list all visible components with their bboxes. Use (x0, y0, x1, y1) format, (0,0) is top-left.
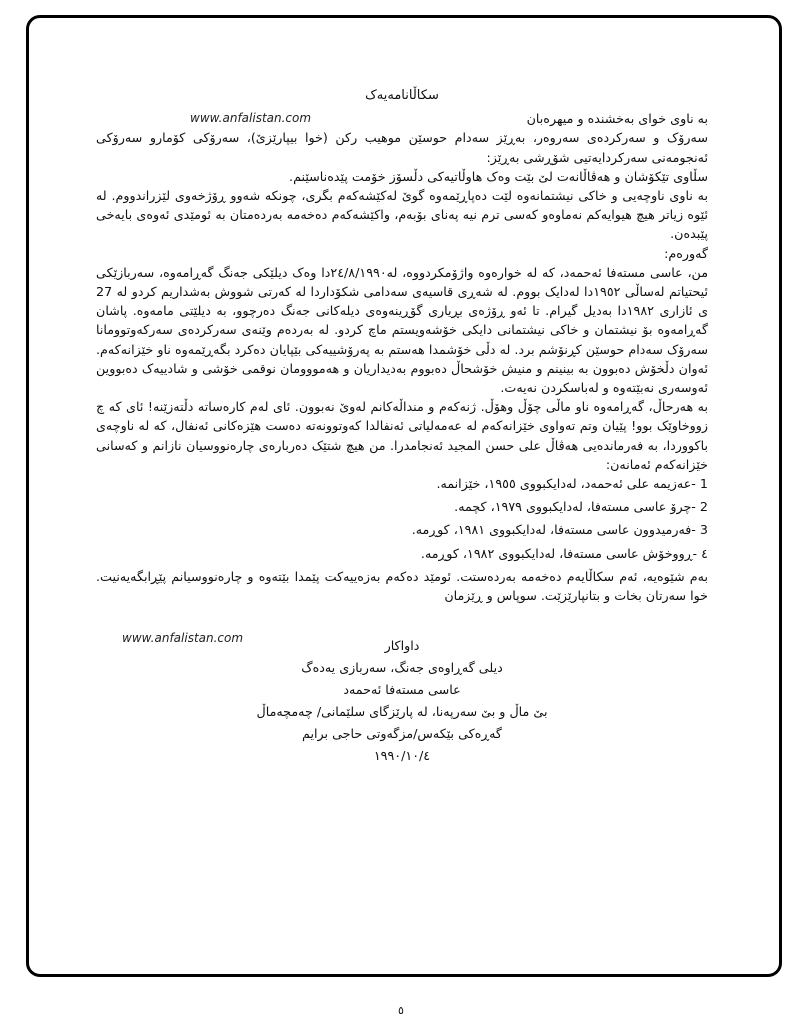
signature-date: ١٩٩٠/١٠/٤ (373, 748, 431, 764)
closing-paragraph: بەم شێوەیە، ئەم سکاڵایەم دەخەمە بەردەستت. ئومێد دەکەم بەزەییەکت پێمدا بێتەوە و چارەنووسیانم پێڕابگەیەنیت. خوا سەرتان بخات و بتانپارێزێت. سوپاس و ڕێزمان (96, 568, 708, 604)
addressee-paragraph: سەرۆک و سەرکردەی سەروەر، بەڕێز سەدام حوسێن موهیب رکن (خوا بیپارێزێ)، سەرۆکی کۆمارو سەرۆکی ئەنجومەنی سەرکردایەتیی شۆڕشی بەڕێز: (96, 130, 708, 165)
salutation-line: گەورەم: (664, 245, 708, 261)
intro-paragraph: بە ناوی ناوچەیی و خاکی نیشتمانەوە لێت دەپاڕێمەوە گوێ لەکێشەکەم بگری، چونکە شەوو ڕۆژخەوی لێزراندووم. لە ئێوە زیاتر هیچ هیوایەکم نەماوەو کەسی ترم نیە پەنای بۆبەم، واکێشەکەم دەخەمە بەردەمتان بە ئومێدی ئەوەی بایەخی پێبدەن. (96, 188, 708, 242)
greeting-line: سڵاوی تێکۆشان و هەڤاڵانەت لێ بێت وەک هاوڵاتیەکی دڵسۆز خۆمت پێدەناسێنم. (289, 168, 708, 184)
family-members-list (96, 474, 708, 563)
signature-status: دیلی گەڕاوەی جەنگ، سەربازی یەدەگ (301, 660, 503, 676)
page-number: ٥ (398, 1004, 404, 1017)
signature-block (96, 635, 708, 767)
list-item: 1 -عەزیمە علی ئەحمەد، لەدایکبووی ١٩٥٥، خێزانمە. (436, 476, 708, 492)
signature-address-1: بێ ماڵ و بێ سەرپەنا، لە پارێزگای سلێمانی/ چەمچەماڵ (256, 704, 548, 720)
body-paragraph-1: من، عاسی مستەفا ئەحمەد، کە لە خوارەوە واژۆمکردووە، لە٢٤/٨/١٩٩٠دا وەک دیلێکی جەنگ گەڕامەوە، سەربازێکی ئیحتیاتم لەساڵی ١٩٥٢دا لەدایک بووم. لە شەڕی قاسیەی سەدامی شکۆداردا لە کەرتی شووش بەشداریم کردو لە 27 ی ئازاری ١٩٨٢دا بەدیل گیرام. تا ئەو ڕۆژەی بڕیاری گۆڕینەوەی دیلەکانی جەنگ دەرچوو، بە دیلێتی مامەوە. پاشان گەڕامەوە بۆ نیشتمان و خاکی نیشتمانی دایکی خۆشەویستم ماچ کردو. لە بەردەم وێنەی سەرکردەی سەرکەوتوومانا سەرۆک سەدام حوسێن کڕنۆشم برد. لە دڵی خۆشمدا هەستم بە پەرۆشییەکی بێپایان دەکرد بگەڕێمەوە ناو خێزانەکەم. ئەوان دڵخۆش دەبوون بە بینینم و منیش خۆشحاڵ دەبووم بەدیداریان و هەمووومان نوقمی خۆشی و شادییەک دەبووین ئەوسەری نەبێتەوە و لەباسکردن نەیەت. (96, 264, 709, 396)
list-item: ٤ -ڕووخۆش عاسی مستەفا، لەدایکبووی ١٩٨٢، کوڕمە. (420, 545, 708, 561)
watermark-url-middle[interactable]: www.anfalistan.com (122, 631, 244, 645)
list-item: 3 -فەرمیدوون عاسی مستەفا، لەدایکبووی ١٩٨١، کوڕمە. (411, 522, 708, 538)
body-paragraph-2: بە هەرحاڵ، گەڕامەوە ناو ماڵی چۆڵ وهۆڵ. ژنەکەم و منداڵەکانم لەوێ نەبوون. ئای لەم کارەساتە دڵتەزێنە! ئای کە چ زووخاوێک بوو! پێیان وتم تەواوی خێزانەکەم لە عەمەلیاتی ئەنفالدا کەوتوونەتە دەست هێزەکانی ئەنفال، کە لە ناوچەی باکووردا، بە فەرماندەیی هەڤاڵ علی حسن المجید ئەنجامدرا. من هیچ شتێک دەربارەی چارەنووسیان نازانم و کەسانی خێزانەکەم ئەمانەن: (96, 399, 708, 472)
basmala-line: بە ناوی خوای بەخشندە و میهرەبان (526, 111, 708, 127)
signature-label: داواکار (384, 638, 420, 654)
signature-address-2: گەڕەکی بێکەس/مزگەوتی حاجی برایم (302, 726, 502, 742)
letter-title: سکاڵانامەیەک (365, 88, 439, 103)
list-item: 2 -چرۆ عاسی مستەفا، لەدایکبووی ١٩٧٩، کچمە. (454, 499, 708, 515)
letter-body (96, 82, 708, 767)
watermark-url-top[interactable]: www.anfalistan.com (190, 111, 312, 125)
signature-name: عاسی مستەفا ئەحمەد (343, 682, 461, 698)
